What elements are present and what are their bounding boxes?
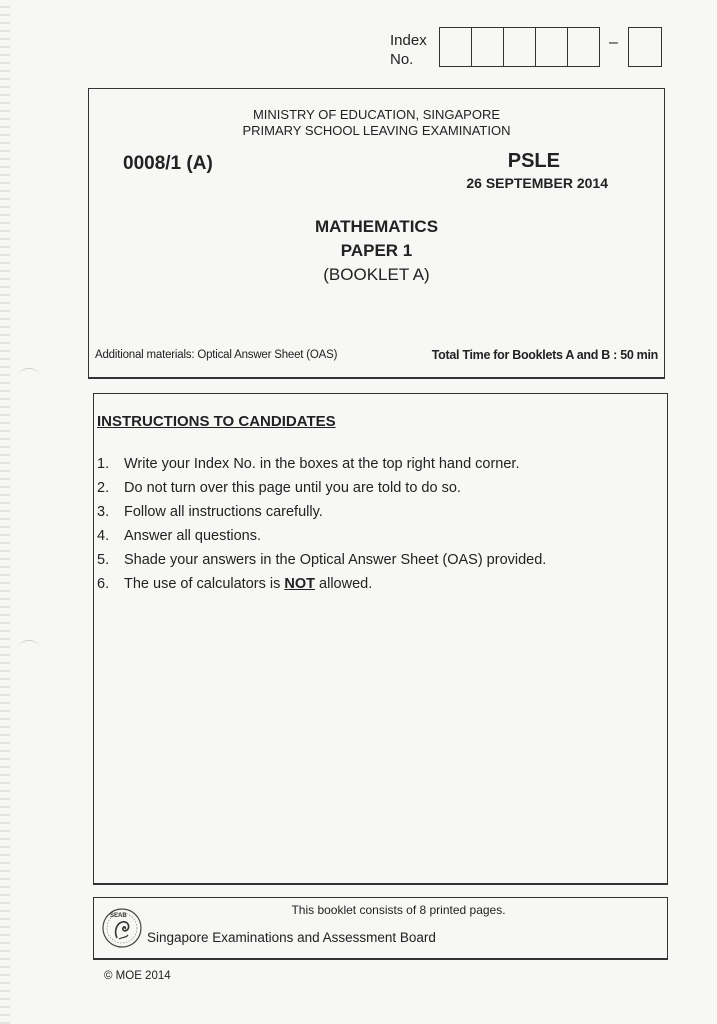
page-perforated-edge: [0, 0, 10, 1024]
instruction-text: Answer all questions.: [124, 528, 262, 544]
instruction-number: 2.: [97, 480, 110, 496]
instruction-number: 6.: [97, 576, 110, 592]
index-digit-box[interactable]: [440, 28, 472, 66]
ministry-heading: [89, 107, 664, 139]
total-time: Total Time for Booklets A and B : 50 min: [431, 348, 658, 362]
instruction-text: Write your Index No. in the boxes at the top right hand corner.: [124, 456, 520, 472]
index-check-box[interactable]: [628, 27, 662, 67]
index-no-label: [390, 31, 427, 69]
seab-logo-icon: [100, 904, 144, 950]
instruction-text: Do not turn over this page until you are told to do so.: [124, 480, 461, 496]
exam-date: 26 SEPTEMBER 2014: [466, 175, 608, 191]
instruction-emphasis: NOT: [284, 576, 315, 592]
index-separator: –: [609, 34, 618, 51]
instruction-item: [97, 503, 546, 527]
footer-box: [93, 897, 668, 960]
exam-name: PSLE: [507, 150, 560, 172]
booklet-label: (BOOKLET A): [323, 265, 430, 284]
index-digit-box[interactable]: [472, 28, 504, 66]
paper-number: PAPER 1: [340, 241, 413, 260]
instruction-text: [124, 575, 372, 599]
subject-title: MATHEMATICS: [314, 217, 439, 236]
ministry-name: MINISTRY OF EDUCATION, SINGAPORE: [252, 107, 501, 122]
instruction-text: Follow all instructions carefully.: [124, 504, 323, 520]
instruction-item: [97, 575, 546, 599]
instruction-number: 5.: [97, 552, 110, 568]
board-name: Singapore Examinations and Assessment Board: [147, 930, 436, 945]
binder-hole-mark: [18, 368, 40, 383]
seab-logo-text: SEAB: [110, 913, 127, 919]
instruction-text-before: The use of calculators is: [124, 576, 285, 592]
index-label-line1: Index: [390, 32, 427, 49]
instruction-number: 1.: [97, 456, 110, 472]
instruction-text-after: allowed.: [315, 576, 373, 592]
exam-title: PRIMARY SCHOOL LEAVING EXAMINATION: [242, 123, 511, 138]
index-label-line2: No.: [390, 51, 414, 68]
instructions-list: [97, 455, 546, 599]
paper-code: 0008/1 (A): [123, 153, 213, 174]
binder-hole-mark: [18, 640, 40, 655]
exam-header-box: [88, 88, 665, 379]
instructions-box: [93, 393, 668, 885]
instruction-number: 3.: [97, 504, 110, 520]
additional-materials: Additional materials: Optical Answer Sheet (OAS): [95, 349, 338, 361]
printed-pages-note: This booklet consists of 8 printed pages.: [291, 903, 506, 917]
instruction-item: [97, 455, 546, 479]
index-no-boxes[interactable]: [439, 27, 600, 67]
instruction-text: Shade your answers in the Optical Answer Sheet (OAS) provided.: [124, 552, 547, 568]
instruction-number: 4.: [97, 528, 110, 544]
index-digit-box[interactable]: [536, 28, 568, 66]
index-digit-box[interactable]: [568, 28, 599, 66]
instruction-item: [97, 551, 546, 575]
copyright: © MOE 2014: [104, 970, 171, 982]
instruction-item: [97, 527, 546, 551]
instructions-title: INSTRUCTIONS TO CANDIDATES: [97, 413, 336, 430]
index-digit-box[interactable]: [504, 28, 536, 66]
instruction-item: [97, 479, 546, 503]
